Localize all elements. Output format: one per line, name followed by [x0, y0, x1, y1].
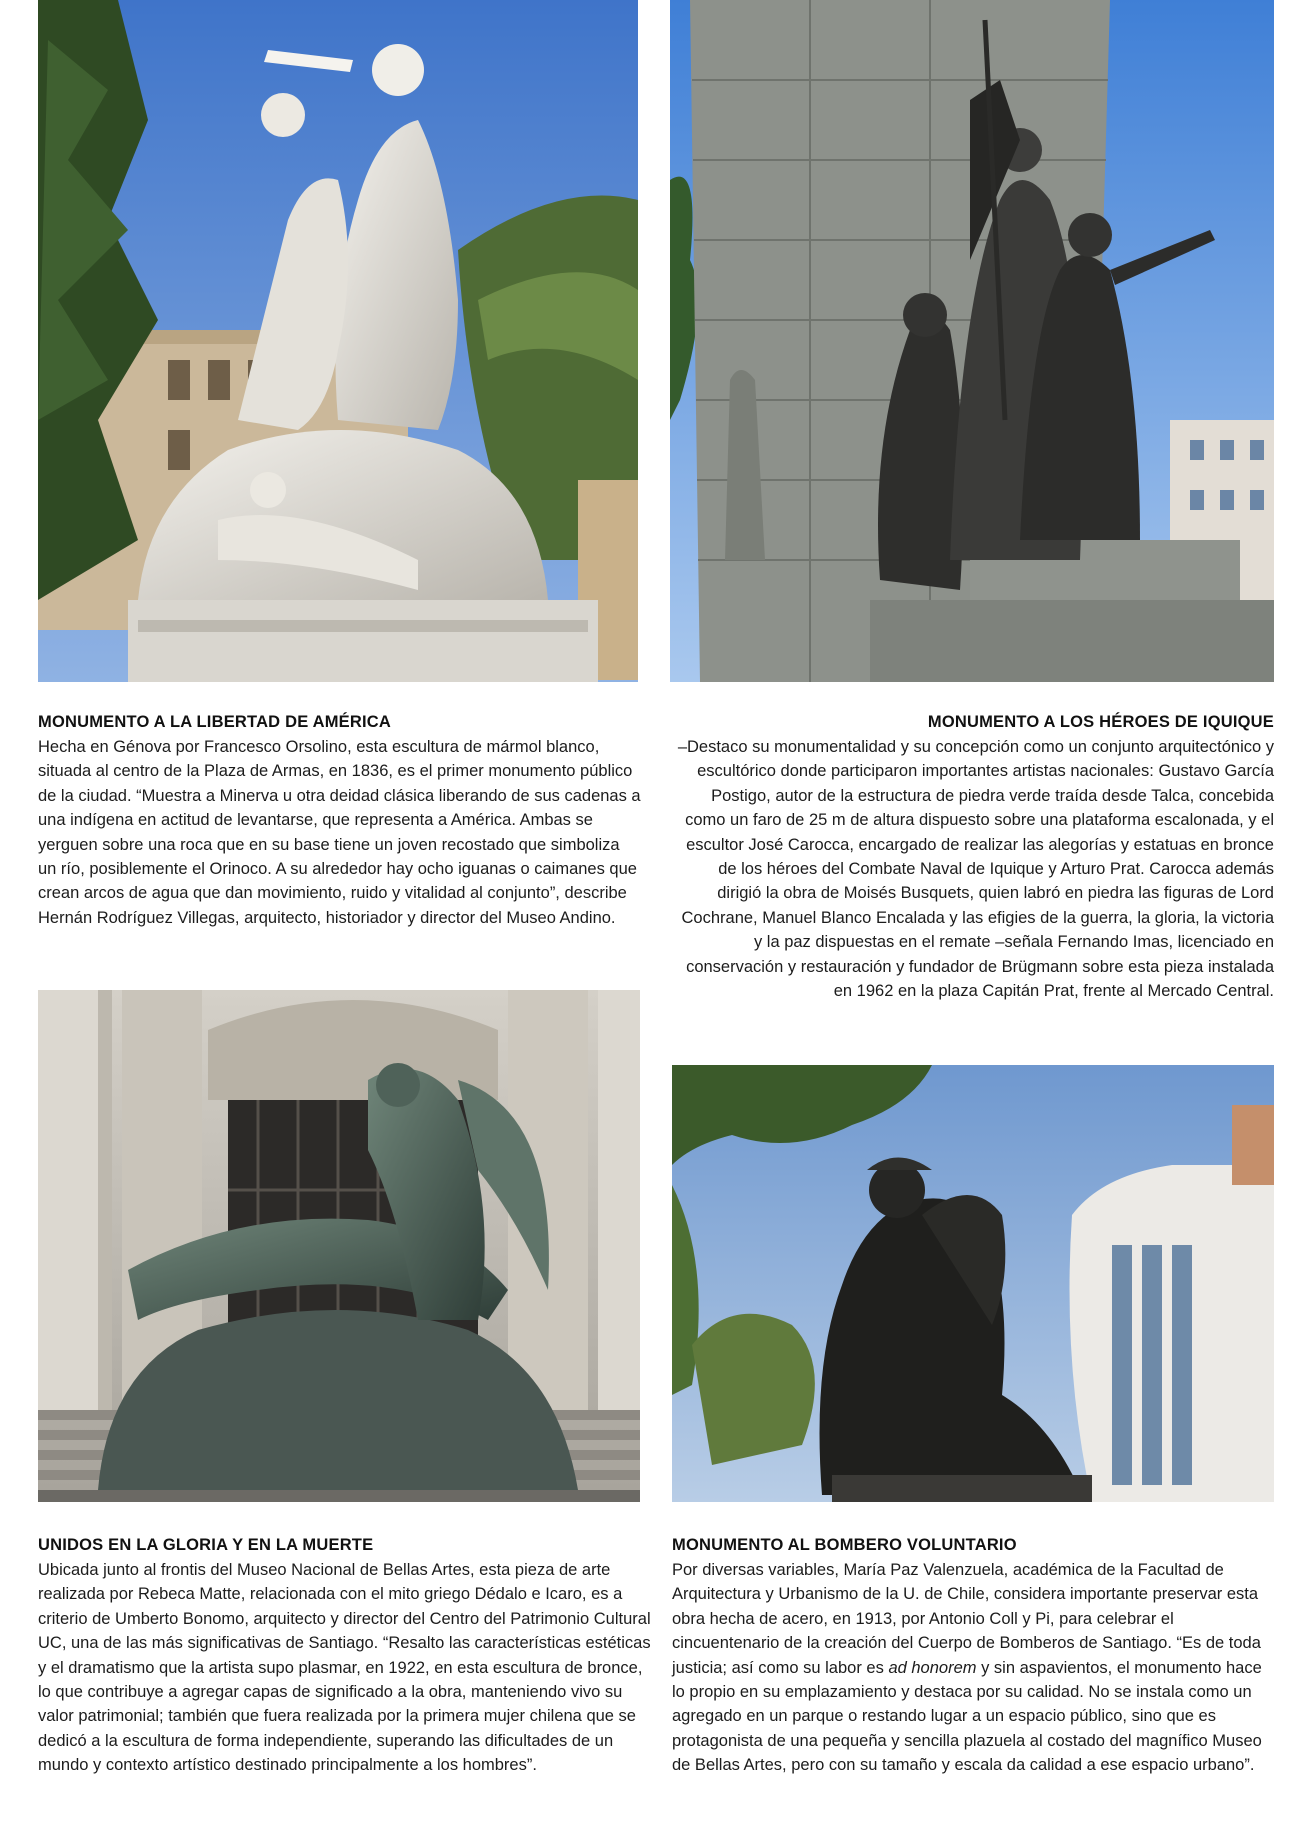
- photo-unidos-gloria: [38, 990, 640, 1502]
- section-body: Hecha en Génova por Francesco Orsolino, esta escultura de mármol blanco, situada al centro de la Plaza de Armas, en 1836, es el primer monumento público de la ciudad. “Muestra a Minerva u otra deidad clásica liberando de sus cadenas a una indígena en actitud de levantarse, que representa a América. Ambas se yerguen sobre una roca que en su base tiene un joven recostado que simboliza un río, posiblemente el Orinoco. A su alrededor hay ocho iguanas o caimanes que crean arcos de agua que dan movimiento, ruido y vitalidad al conjunto”, describe Hernán Rodríguez Villegas, arquitecto, historiador y director del Museo Andino.: [38, 738, 641, 927]
- section-body: –Destaco su monumentalidad y su concepción como un conjunto arquitectónico y escultórico donde participaron importantes artistas nacionales: Gustavo García Postigo, autor de la estructura de piedra verde traída desde Talca, concebida como un faro de 25 m de altura dispuesto sobre una plataforma escalonada, y el escultor José Carocca, encargado de realizar las alegorías y estatuas en bronce de los héroes del Combate Naval de Iquique y Arturo Prat. Carocca además dirigió la obra de Moisés Busquets, quien labró en piedra las figuras de Lord Cochrane, Manuel Blanco Encalada y las efigies de la guerra, la gloria, la victoria y la paz dispuestas en el remate –señala Fernando Imas, licenciado en conservación y restauración y fundador de Brügmann sobre esta pieza instalada en 1962 en la plaza Capitán Prat, frente al Mercado Central.: [677, 738, 1274, 1001]
- body-text-after: y sin aspavientos, el monumento hace lo propio en su emplazamiento y destaca por su calidad. No se instala como un agregado en un parque o restando lugar a un espacio público, sino que es protagonista de una pequeña y sencilla plazuela al costado del magnífico Museo de Bellas Artes, pero con su tamaño y escala da calidad a ese espacio urbano”.: [672, 1658, 1262, 1775]
- caption-unidos-gloria: [38, 1536, 652, 1778]
- body-text-before: Por diversas variables, María Paz Valenzuela, académica de la Facultad de Arquitectura y Urbanismo de la U. de Chile, considera importante preservar esta obra hecha de acero, en 1913, por Antonio Coll y Pi, para celebrar el cincuentenario de la creación del Cuerpo de Bomberos de Santiago. “Es de toda justicia; así como su labor es: [672, 1561, 1261, 1677]
- section-title: MONUMENTO A LA LIBERTAD DE AMÉRICA: [38, 713, 391, 731]
- section-body: [672, 1558, 1274, 1778]
- caption-libertad-america: [38, 713, 642, 930]
- section-title: MONUMENTO A LOS HÉROES DE IQUIQUE: [927, 713, 1274, 731]
- section-body: Ubicada junto al frontis del Museo Nacional de Bellas Artes, esta pieza de arte realizada por Rebeca Matte, relacionada con el mito griego Dédalo e Icaro, es a criterio de Umberto Bonomo, arquitecto y director del Centro del Patrimonio Cultural UC, una de las más significativas de Santiago. “Resalto las características estéticas y el dramatismo que la artista supo plasmar, en 1922, en esta escultura de bronce, lo que contribuye a agregar capas de significado a la obra, manteniendo vivo su valor patrimonial; también que fuera realizada por la primera mujer chilena que se dedicó a la escultura de forma independiente, superando las dificultades de un mundo y contexto artístico destinado principalmente a los hombres”.: [38, 1561, 651, 1775]
- section-title: MONUMENTO AL BOMBERO VOLUNTARIO: [672, 1536, 1017, 1554]
- caption-heroes-iquique: [670, 713, 1274, 1003]
- photo-heroes-iquique: [670, 0, 1274, 682]
- body-text-emphasis: ad honorem: [888, 1658, 977, 1677]
- photo-bombero-voluntario: [672, 1065, 1274, 1502]
- section-title: UNIDOS EN LA GLORIA Y EN LA MUERTE: [38, 1536, 374, 1554]
- caption-bombero-voluntario: [672, 1536, 1274, 1778]
- photo-libertad-america: [38, 0, 638, 682]
